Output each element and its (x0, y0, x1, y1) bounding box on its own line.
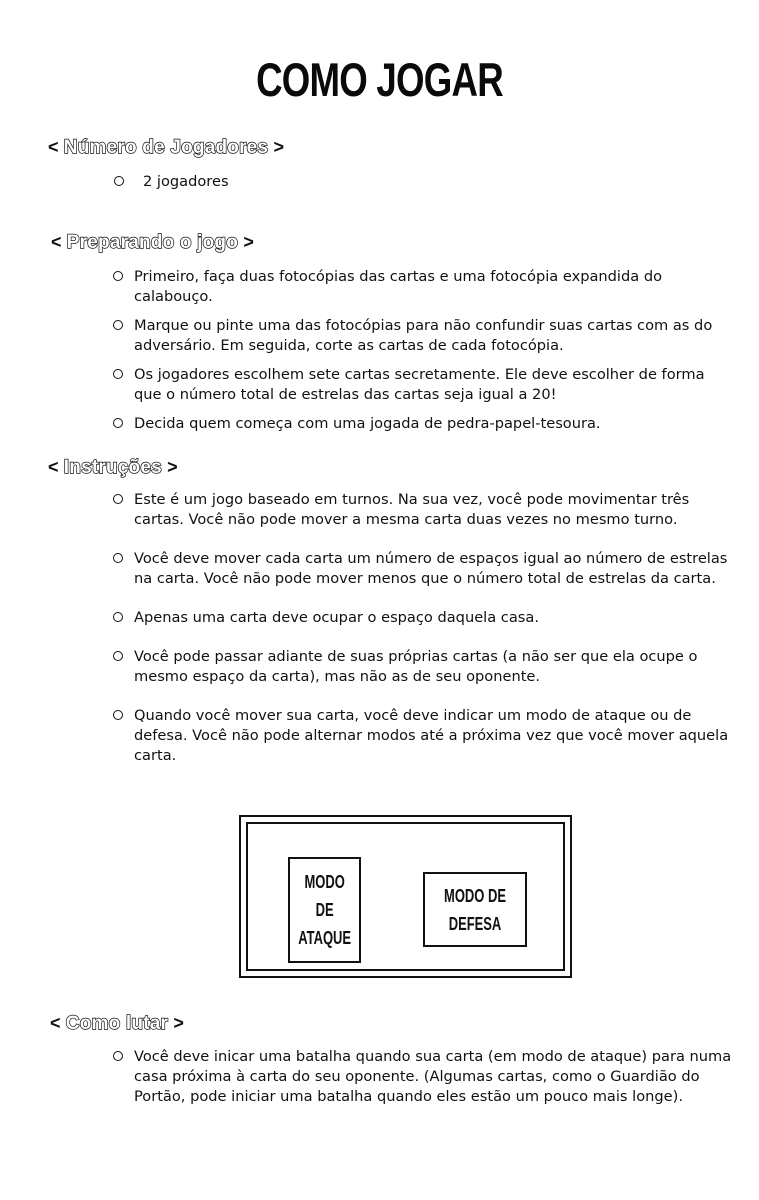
bullet-circle-icon (113, 494, 123, 504)
bullet-circle-icon (114, 176, 124, 186)
section-heading-instructions: < Instruções > (48, 457, 178, 478)
bullet-circle-icon (113, 271, 123, 281)
bullet-circle-icon (113, 1051, 123, 1061)
list-item (113, 1047, 735, 1107)
list-item (113, 549, 733, 589)
list-item (113, 608, 733, 628)
section-heading-label: Número de Jogadores (63, 137, 269, 158)
section-heading-combat: < Como lutar > (50, 1013, 184, 1034)
defense-mode-card (423, 872, 527, 947)
list-item-text: Você deve mover cada carta um número de espaços igual ao número de estrelas na carta. Você não pode mover menos que o número total de estrelas da carta. (134, 550, 728, 587)
section-heading-players: < Número de Jogadores > (48, 137, 284, 158)
bullet-circle-icon (113, 710, 123, 720)
list-item-text: Primeiro, faça duas fotocópias das cartas e uma fotocópia expandida do calabouço. (134, 268, 663, 305)
attack-mode-card (288, 857, 361, 963)
list-item-text: Apenas uma carta deve ocupar o espaço daquela casa. (134, 609, 539, 626)
list-item-text: Marque ou pinte uma das fotocópias para não confundir suas cartas com as do adversário. Em seguida, corte as cartas de cada fotocópia. (134, 317, 713, 354)
list-item (113, 647, 733, 687)
list-item-text: Decida quem começa com uma jogada de pedra-papel-tesoura. (134, 415, 601, 432)
list-item (113, 706, 733, 766)
list-item (114, 172, 714, 192)
bullet-circle-icon (113, 320, 123, 330)
list-item-text: Você pode passar adiante de suas próprias cartas (a não ser que ela ocupe o mesmo espaço da carta), mas não as de seu oponente. (134, 648, 698, 685)
instructions-list (113, 490, 733, 766)
bullet-circle-icon (113, 553, 123, 563)
diagram-inner-frame (246, 822, 565, 971)
combat-list (113, 1047, 735, 1107)
bullet-circle-icon (113, 418, 123, 428)
list-item (113, 414, 718, 434)
setup-list (113, 267, 718, 434)
bullet-circle-icon (113, 612, 123, 622)
list-item-text: 2 jogadores (143, 173, 229, 190)
list-item-text: Você deve inicar uma batalha quando sua carta (em modo de ataque) para numa casa próxima à carta do seu oponente. (Algumas cartas, como o Guardião do Portão, pode iniciar uma batalha quando eles estão um pouco mais longe). (134, 1048, 732, 1105)
list-item-text: Este é um jogo baseado em turnos. Na sua vez, você pode movimentar três cartas. Você não pode mover a mesma carta duas vezes no mesmo turno. (134, 491, 690, 528)
bullet-circle-icon (113, 651, 123, 661)
list-item (113, 267, 718, 307)
attack-mode-label: MODO DE ATAQUE (298, 872, 351, 948)
bullet-circle-icon (113, 369, 123, 379)
list-item (113, 316, 718, 356)
list-item-text: Os jogadores escolhem sete cartas secretamente. Ele deve escolher de forma que o número total de estrelas das cartas seja igual a 20! (134, 366, 705, 403)
players-list (114, 172, 714, 192)
section-heading-label: Instruções (63, 457, 162, 478)
section-heading-label: Preparando o jogo (66, 232, 239, 253)
section-heading-label: Como lutar (65, 1013, 169, 1034)
list-item (113, 490, 733, 530)
page-title: COMO JOGAR (256, 53, 503, 106)
list-item (113, 365, 718, 405)
mode-diagram (239, 815, 572, 978)
defense-mode-label: MODO DE DEFESA (444, 885, 506, 934)
list-item-text: Quando você mover sua carta, você deve indicar um modo de ataque ou de defesa. Você não pode alternar modos até a próxima vez que você mover aquela carta. (134, 707, 729, 764)
section-heading-setup: < Preparando o jogo > (51, 232, 254, 253)
